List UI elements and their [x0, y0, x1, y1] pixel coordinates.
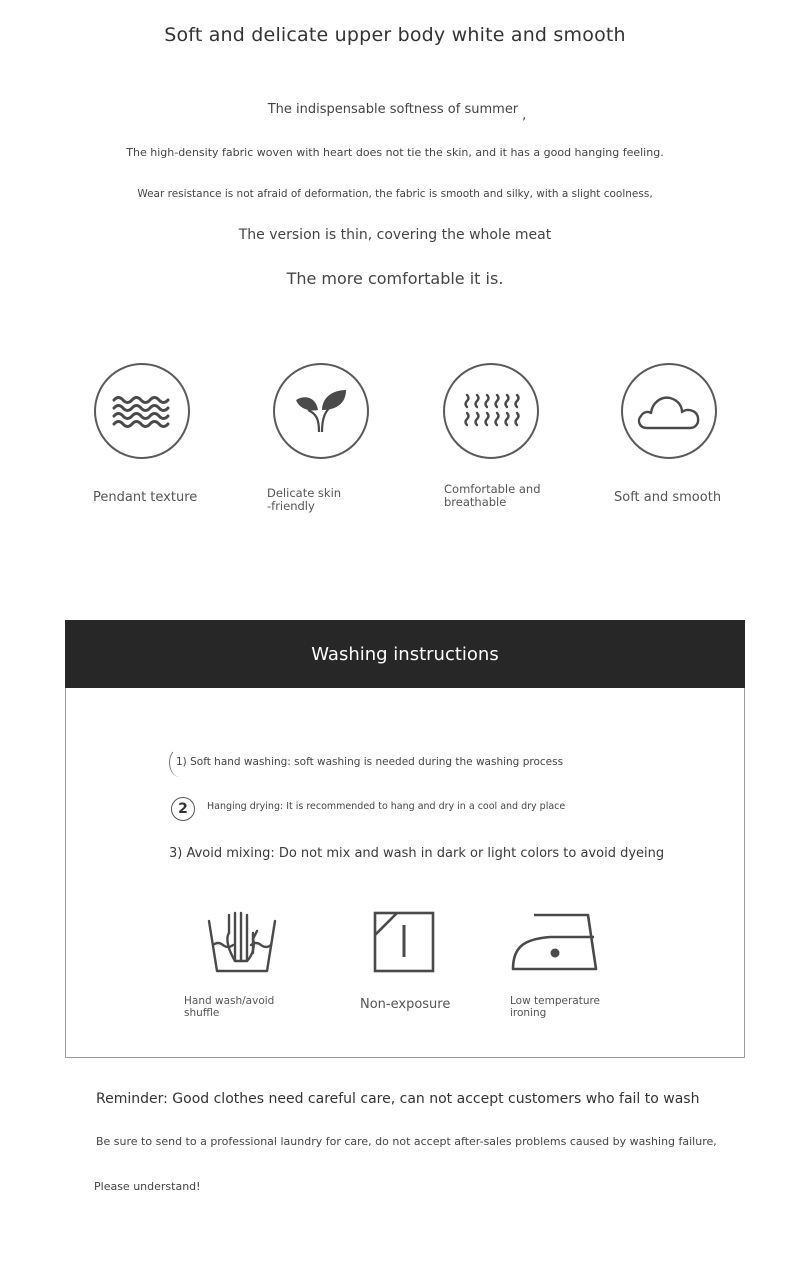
- leaf-icon: [273, 363, 369, 459]
- no-sun-icon: [373, 911, 435, 973]
- intro-line-1: [0, 102, 790, 123]
- reminder-body: Be sure to send to a professional laundry for care, do not accept after-sales problems caused by washing failure,: [96, 1135, 717, 1148]
- feature-label-skin-line2: -friendly: [267, 499, 315, 513]
- hand-wash-label: [184, 995, 274, 1019]
- iron-icon: [510, 911, 598, 973]
- waves-icon: [94, 363, 190, 459]
- cloud-icon: [621, 363, 717, 459]
- washing-instructions-box: [65, 620, 745, 1058]
- wash-step-1: [169, 756, 564, 768]
- hand-wash-icon: [207, 911, 277, 973]
- feature-label-pendant: Pendant texture: [93, 490, 198, 505]
- reminder-closing: Please understand!: [94, 1180, 201, 1193]
- iron-label-line1: Low temperature: [510, 995, 601, 1007]
- intro-line-2: The high-density fabric woven with heart does not tie the skin, and it has a good hanging feeling.: [126, 146, 664, 159]
- feature-label-skin: [267, 487, 341, 513]
- iron-label-line2: ironing: [510, 1007, 547, 1019]
- feature-label-breathable-line1: Comfortable and: [444, 482, 541, 496]
- page-title: Soft and delicate upper body white and smooth: [164, 24, 626, 46]
- wash-step-2: Hanging drying: It is recommended to hang and dry in a cool and dry place: [207, 801, 566, 812]
- intro-line-3: Wear resistance is not afraid of deformation, the fabric is smooth and silky, with a slight coolness,: [137, 188, 653, 200]
- step-2-number-icon: 2: [171, 797, 195, 821]
- feature-label-soft: Soft and smooth: [614, 490, 722, 505]
- intro-line-5: The more comfortable it is.: [286, 269, 504, 288]
- feature-label-breathable: [444, 483, 541, 509]
- wash-step-3: 3) Avoid mixing: Do not mix and wash in dark or light colors to avoid dyeing: [169, 846, 665, 861]
- no-sun-label: Non-exposure: [360, 997, 451, 1012]
- hand-wash-label-line2: shuffle: [184, 1007, 220, 1019]
- hand-wash-label-line1: Hand wash/avoid: [184, 995, 275, 1007]
- breathable-icon: [443, 363, 539, 459]
- reminder-title: Reminder: Good clothes need careful care, can not accept customers who fail to wash: [96, 1091, 700, 1107]
- intro-line-1-text: The indispensable softness of summer: [267, 102, 519, 117]
- intro-line-1-mark: ,: [522, 108, 527, 123]
- step-1-text: 1) Soft hand washing: soft washing is needed during the washing process: [176, 756, 564, 768]
- feature-label-skin-line1: Delicate skin: [267, 486, 342, 500]
- washing-header: [65, 620, 745, 688]
- iron-label: [510, 995, 600, 1019]
- washing-title: Washing instructions: [311, 643, 499, 665]
- feature-label-breathable-line2: breathable: [444, 495, 507, 509]
- intro-line-4: The version is thin, covering the whole meat: [238, 227, 552, 243]
